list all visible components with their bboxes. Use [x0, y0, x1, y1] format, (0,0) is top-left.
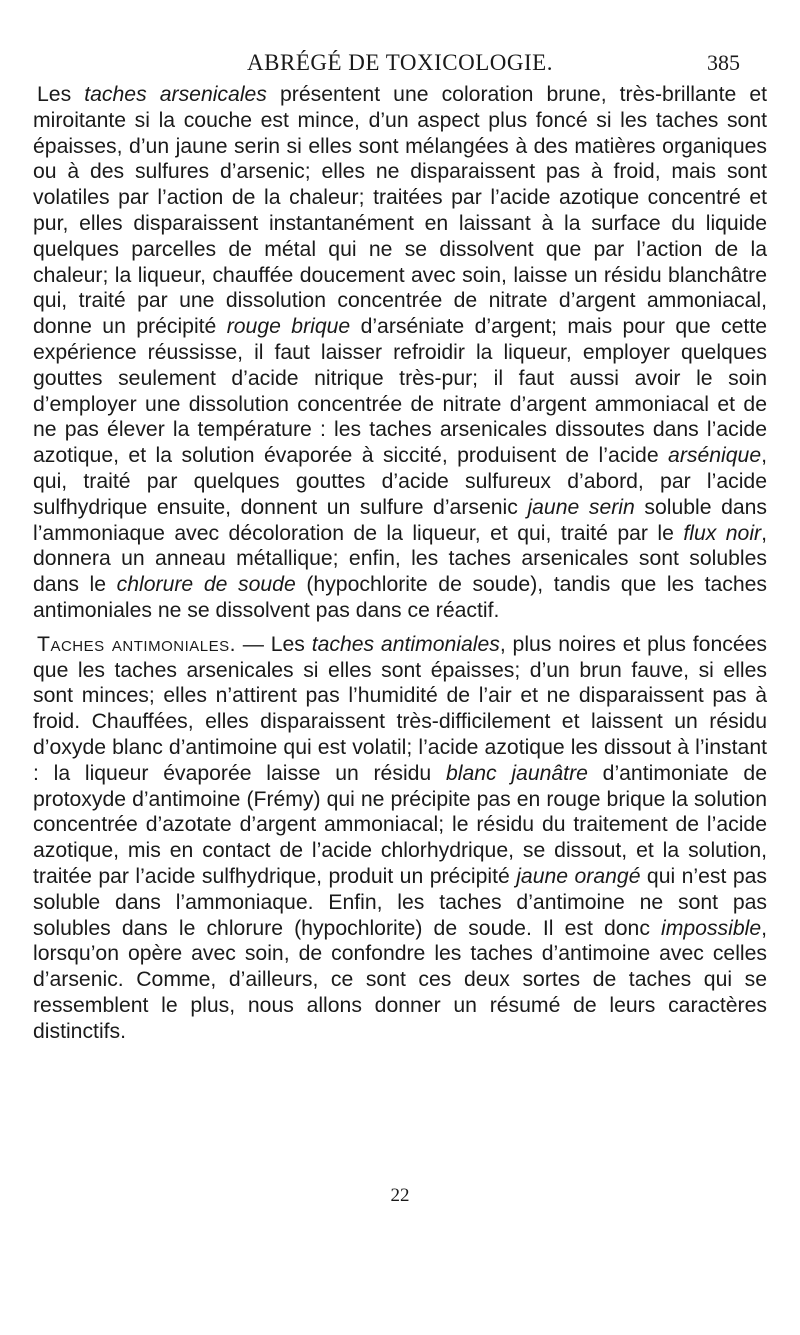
italic-term: flux noir: [683, 521, 762, 545]
italic-term: rouge brique: [226, 315, 351, 339]
page-number: 385: [707, 50, 740, 75]
italic-term: jaune serin: [527, 495, 635, 519]
text-run: , donnera un anneau métallique; enfin, les taches arsenicales sont solubles dans le: [33, 521, 767, 597]
italic-term: taches arsenicales: [84, 83, 267, 106]
text-run: (hypochlorite de soude), tandis que les taches antimoniales ne se dissolvent pas dans ce réactif.: [33, 573, 767, 622]
body-text: [33, 82, 767, 1044]
page-header: [0, 50, 800, 84]
running-title: ABRÉGÉ DE TOXICOLOGIE.: [247, 50, 553, 75]
italic-term: blanc jaunâtre: [445, 761, 588, 785]
text-run: qui n’est pas soluble dans l’ammoniaque. Enfin, les taches d’antimoine ne sont pas solubles dans le chlorure (hypochlorite) de soude. Il est donc: [33, 864, 767, 940]
text-run: — Les: [235, 632, 312, 656]
text-run: , lorsqu’on opère avec soin, de confondre les taches d’antimoine avec celles d’arsenic. Comme, d’ailleurs, ce sont ces deux sortes de taches qui se ressemblent le plus, nous allons donner un résumé de leurs caractères distinctifs.: [33, 916, 767, 1043]
signature-mark: 22: [390, 1185, 410, 1206]
section-heading: Taches antimoniales.: [37, 632, 236, 656]
text-run: , qui, traité par quelques gouttes d’acide sulfureux d’abord, par l’acide sulfhydrique ensuite, donnent un sulfure d’arsenic: [33, 444, 767, 519]
text-run: présentent une coloration brune, très-brillante et miroitante si la couche est mince, d’un aspect plus foncé si les taches sont épaisses, d’un jaune serin si elles sont mélangées à des matières organiques ou à des sulfures d’arsenic; elles ne disparaissent pas à froid, mais sont volatiles par l’action de la chaleur; traitées par l’acide azotique concentré et pur, elles disparaissent instantanément en laissant à la surface du liquide quelques parcelles de métal qui ne se dissolvent que par l’action de la chaleur; la liqueur, chauffée doucement avec soin, laisse un résidu blanchâtre qui, traité par une dissolution concentrée de nitrate d’argent ammoniacal, donne un précipité: [33, 83, 767, 339]
text-run: Les: [37, 83, 85, 106]
text-run: d’arséniate d’argent; mais pour que cette expérience réussisse, il faut laisser refroidir la liqueur, employer quelques gouttes seulement d’acide nitrique très-pur; il faut aussi avoir le soin d’employer une dissolution concentrée de nitrate d’argent ammoniacal et de ne pas élever la température : les taches arsenicales dissoutes dans l’acide azotique, et la solution évaporée à siccité, produisent de l’acide: [33, 315, 767, 468]
text-run: d’antimoniate de protoxyde d’antimoine (Frémy) qui ne précipite pas en rouge brique la solution concentrée d’azotate d’argent ammoniacal; le résidu du traitement de l’acide azotique, mis en contact de l’acide chlorhydrique, se dissout, et la solution, traitée par l’acide sulfhydrique, produit un précipité: [33, 761, 767, 888]
italic-term: jaune orangé: [516, 864, 641, 888]
paragraph-taches-arsenicales: [33, 82, 767, 624]
italic-term: impossible: [661, 916, 762, 940]
italic-term: taches antimoniales: [311, 632, 500, 656]
text-run: soluble dans l’ammoniaque avec décoloration de la liqueur, et qui, traité par le: [33, 495, 768, 545]
italic-term: arsénique: [668, 444, 762, 468]
italic-term: chlorure de soude: [116, 573, 296, 597]
paragraph-taches-antimoniales: [33, 632, 767, 1045]
text-run: , plus noires et plus foncées que les taches arsenicales si elles sont épaisses; d’un brun fauve, si elles sont minces; elles n’attirent pas l’humidité de l’air et ne disparaissent pas à froid. Chauffées, elles disparaissent très-difficilement et laissent un résidu d’oxyde blanc d’antimoine qui est volatil; l’acide azotique les dissout à l’instant : la liqueur évaporée laisse un résidu: [33, 632, 768, 785]
